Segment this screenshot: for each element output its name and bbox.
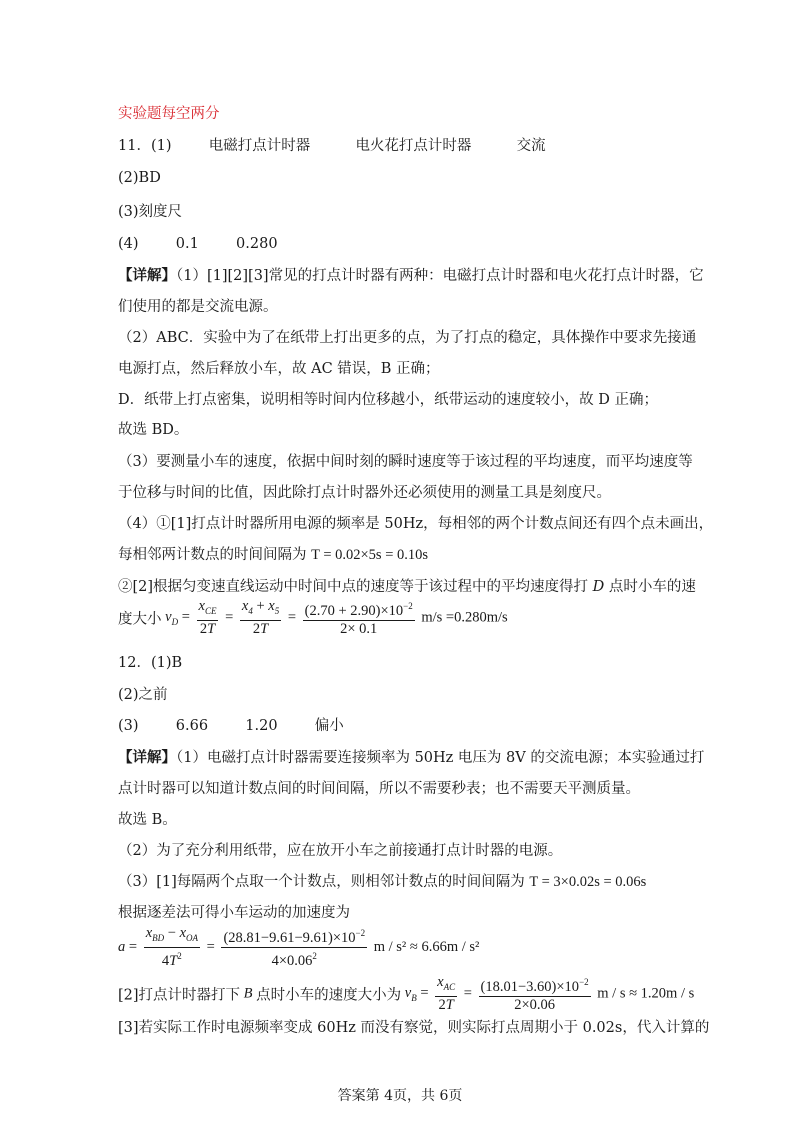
q11-detail-4: 电源打点，然后释放小车，故 AC 错误，B 正确； (118, 361, 440, 377)
q11-answer-1a: 电磁打点计时器 (208, 138, 311, 154)
q11-answer-4: (4) 0.1 0.280 (118, 236, 278, 252)
q11-answer-1c: 交流 (516, 138, 546, 154)
q11-detail-7: （3）要测量小车的速度，依据中间时刻的瞬时速度等于该过程的平均速度，而平均速度等 (118, 454, 693, 470)
q11-detail-10: 每相邻两计数点的时间间隔为 T = 0.02×5s = 0.10s (118, 547, 429, 563)
q11-answer-1b: 电火花打点计时器 (355, 138, 472, 154)
velocity-equation-q12: [2]打点计时器打下 B 点时小车的速度大小为 $v_B$ = $\frac{x_{AC}}{2T}$ = $\frac{(18.01-3.60)\times 10^{-2}}{2\times 0.06}$ m / s ≈ 1.20m / s (118, 974, 695, 1013)
q11-answer-2: (2)BD (118, 170, 161, 186)
detail-tag: 【详解】 (118, 267, 176, 284)
q12-answer-2: (2)之前 (118, 687, 168, 703)
q11-detail-6: 故选 BD。 (118, 422, 189, 438)
q12-answer-1: 12．(1)B (118, 655, 183, 671)
q12-answer-3b: 1.20 (245, 718, 278, 734)
fraction-xce: $\frac{x_{CE}}{2T}$ (198, 598, 217, 637)
section-heading: 实验题每空两分 (118, 106, 220, 122)
q11-answer-3: (3)刻度尺 (118, 204, 183, 220)
q11-detail-2: 们使用的都是交流电源。 (118, 299, 278, 315)
q12-answer-3c: 偏小 (314, 718, 344, 734)
q12-answer-3: (3) 6.66 1.20 偏小 (118, 718, 344, 734)
q12-detail-1: 【详解】（1）电磁打点计时器需要连接频率为 50Hz 电压为 8V 的交流电源；本实验通过打 (118, 749, 705, 766)
q12-detail-9: [3]若实际工作时电源频率变成 60Hz 而没有察觉，则实际打点周期小于 0.02s，代入计算的 (118, 1020, 710, 1036)
q11-answer-1 (118, 136, 546, 156)
q12-answer-3a: 6.66 (175, 718, 209, 734)
q11-detail-3: （2）ABC．实验中为了在纸带上打出更多的点，为了打点的稳定，具体操作中要求先接通 (118, 330, 697, 346)
fraction-x4-x5: $\frac{x_4 + x_5}{2T}$ (241, 598, 280, 637)
q11-detail-9: （4）①[1]打点计时器所用电源的频率是 50Hz，每相邻的两个计数点间还有四个点未画出， (118, 516, 714, 532)
q11-answer-4a: 0.1 (175, 236, 199, 252)
interval-equation: T = 3×0.02s = 0.06s (529, 874, 647, 890)
q11-detail-1: 【详解】（1）[1][2][3]常见的打点计时器有两种：电磁打点计时器和电火花打点计时器，它 (118, 267, 704, 284)
q11-answer-4b: 0.280 (236, 236, 278, 252)
q12-detail-4: （2）为了充分利用纸带，应在放开小车之前接通打点计时器的电源。 (118, 843, 563, 859)
q11-detail-11: ②[2]根据匀变速直线运动中时间中点的速度等于该过程中的平均速度得打 D 点时小车的速 (118, 579, 696, 595)
q11-number: 11．(1) (118, 138, 172, 154)
velocity-equation-q11: 度大小 $v_D$ = $\frac{x_{CE}}{2T}$ = $\frac{x_4 + x_5}{2T}$ = $\frac{(2.70 + 2.90)\times 10^{-2}}{2\times 0.1}$ m/s =0.280m/s (118, 598, 508, 637)
fraction-xac: $\frac{x_{AC}}{2T}$ (437, 974, 456, 1013)
q11-detail-8: 于位移与时间的比值，因此除打点计时器外还必须使用的测量工具是刻度尺。 (118, 485, 611, 501)
fraction-numeric-q11: $\frac{(2.70 + 2.90)\times 10^{-2}}{2\times 0.1}$ (303, 598, 415, 638)
page-footer: 答案第 4页，共 6页 (337, 1088, 463, 1104)
q12-detail-6: 根据逐差法可得小车运动的加速度为 (118, 905, 350, 921)
q12-detail-2: 点计时器可以知道计数点间的时间间隔，所以不需要秒表；也不需要天平测质量。 (118, 781, 640, 797)
period-equation: T = 0.02×5s = 0.10s (311, 547, 429, 563)
q12-detail-5: （3）[1]每隔两个点取一个计数点，则相邻计数点的时间间隔为 T = 3×0.02s = 0.06s (118, 874, 647, 890)
fraction-xbd-xoa: $\frac{x_{BD} - x_{OA}}{4T^2}$ (145, 925, 198, 969)
q12-detail-3: 故选 B。 (118, 812, 177, 828)
fraction-numeric-vb: $\frac{(18.01-3.60)\times 10^{-2}}{2\times 0.06}$ (479, 974, 591, 1014)
acceleration-equation: a = $\frac{x_{BD} - x_{OA}}{4T^2}$ = $\frac{(28.81-9.61-9.61)\times 10^{-2}}{4\times 0.06^2}$ m / s² ≈ 6.66m / s² (118, 925, 480, 969)
fraction-numeric-acc: $\frac{(28.81-9.61-9.61)\times 10^{-2}}{4\times 0.06^2}$ (221, 925, 367, 970)
q11-detail-5: D．纸带上打点密集，说明相等时间内位移越小，纸带运动的速度较小，故 D 正确； (118, 392, 658, 408)
detail-tag: 【详解】 (118, 749, 176, 766)
